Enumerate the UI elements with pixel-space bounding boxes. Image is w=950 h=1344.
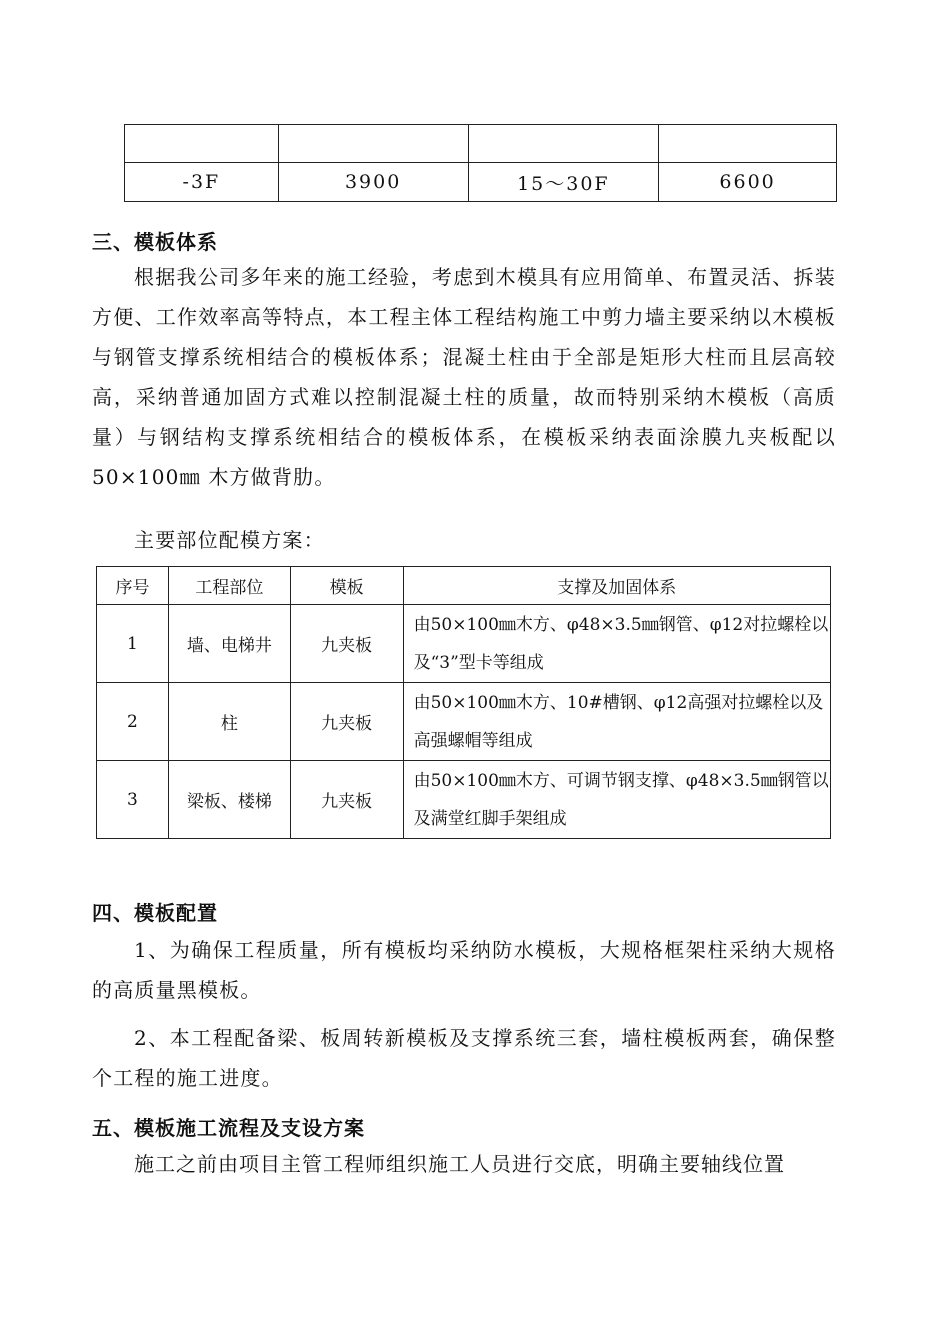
table-cell [659,125,837,163]
section-heading: 五、模板施工流程及支设方案 [92,1116,365,1140]
table-cell: 6600 [659,163,837,202]
section-heading: 三、模板体系 [92,230,218,254]
row-system: 由50×100㎜木方、可调节钢支撑、φ48×3.5㎜钢管以及满堂红脚手架组成 [403,761,830,839]
row-part: 墙、电梯井 [168,605,290,683]
section-paragraph: 根据我公司多年来的施工经验，考虑到木模具有应用简单、布置灵活、拆装方便、工作效率高等特点，本工程主体工程结构施工中剪力墙主要采纳以木模板与钢管支撑系统相结合的模板体系；混凝土柱由于全部是矩形大柱而且层高较高，采纳普通加固方式难以控制混凝土柱的质量，故而特别采纳木模板（高质量）与钢结构支撑系统相结合的模板体系，在模板采纳表面涂膜九夹板配以50×100㎜ 木方做背肋。 [92,265,836,489]
plan-label: 主要部位配模方案： [134,528,325,552]
row-system: 由50×100㎜木方、φ48×3.5㎜钢管、φ12对拉螺栓以及“3”型卡等组成 [403,605,830,683]
table-row [97,605,831,683]
table-cell [468,125,659,163]
column-header: 序号 [97,567,169,605]
floor-height-table [124,124,837,202]
formwork-support-table [96,566,831,839]
config-item-2: 2、本工程配备梁、板周转新模板及支撑系统三套，墙柱模板两套，确保整个工程的施工进度。 [92,1026,836,1090]
table-cell [278,125,468,163]
row-formwork: 九夹板 [290,683,403,761]
column-header: 工程部位 [168,567,290,605]
table-row [125,163,837,202]
section-heading: 四、模板配置 [92,901,218,925]
row-number: 2 [97,683,169,761]
row-part: 梁板、楼梯 [168,761,290,839]
section-paragraph: 施工之前由项目主管工程师组织施工人员进行交底，明确主要轴线位置 [134,1152,785,1176]
row-number: 3 [97,761,169,839]
column-header: 支撑及加固体系 [403,567,830,605]
table-cell [125,125,279,163]
config-item-1: 1、为确保工程质量，所有模板均采纳防水模板，大规格框架柱采纳大规格的高质量黑模板。 [92,938,836,1002]
column-header: 模板 [290,567,403,605]
row-formwork: 九夹板 [290,605,403,683]
table-row [97,761,831,839]
table-header-row [97,567,831,605]
table-row [125,125,837,163]
row-system: 由50×100㎜木方、10#槽钢、φ12高强对拉螺栓以及高强螺帽等组成 [403,683,830,761]
table-cell: 3900 [278,163,468,202]
row-number: 1 [97,605,169,683]
table-cell: -3F [125,163,279,202]
row-part: 柱 [168,683,290,761]
table-cell: 15～30F [468,163,659,202]
row-formwork: 九夹板 [290,761,403,839]
table-row [97,683,831,761]
